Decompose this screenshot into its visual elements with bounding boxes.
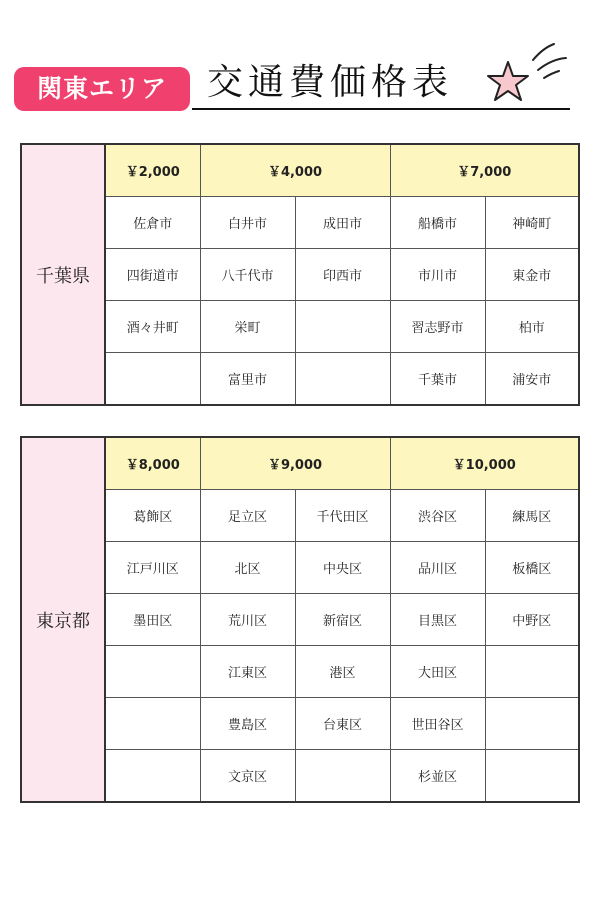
ward-cell [105, 750, 200, 803]
ward-cell: 港区 [295, 646, 390, 698]
ward-cell [485, 750, 579, 803]
sparkle-lines-icon [533, 44, 566, 78]
price-tier-cell: ￥8,000 [105, 437, 200, 490]
ward-cell: 江戸川区 [105, 542, 200, 594]
city-cell: 東金市 [485, 249, 579, 301]
price-header-row [21, 144, 579, 197]
city-cell: 船橋市 [390, 197, 485, 249]
ward-cell: 杉並区 [390, 750, 485, 803]
price-tier-cell: ￥9,000 [200, 437, 390, 490]
city-cell: 千葉市 [390, 353, 485, 406]
page-title: 交通費価格表 [207, 62, 454, 103]
table-row [21, 542, 579, 594]
city-cell: 佐倉市 [105, 197, 200, 249]
price-table-tokyo [20, 436, 580, 803]
city-cell: 柏市 [485, 301, 579, 353]
price-table-chiba [20, 143, 580, 406]
city-cell: 市川市 [390, 249, 485, 301]
table-row [21, 646, 579, 698]
city-cell: 八千代市 [200, 249, 295, 301]
ward-cell: 目黒区 [390, 594, 485, 646]
ward-cell: 大田区 [390, 646, 485, 698]
city-cell: 成田市 [295, 197, 390, 249]
ward-cell: 墨田区 [105, 594, 200, 646]
ward-cell: 文京区 [200, 750, 295, 803]
star-icon [478, 40, 578, 110]
table-row [21, 490, 579, 542]
ward-cell: 練馬区 [485, 490, 579, 542]
table-row [21, 353, 579, 406]
table-row [21, 249, 579, 301]
price-tier-cell: ￥2,000 [105, 144, 200, 197]
ward-cell [485, 698, 579, 750]
city-cell: 習志野市 [390, 301, 485, 353]
ward-cell [105, 646, 200, 698]
ward-cell [485, 646, 579, 698]
ward-cell: 葛飾区 [105, 490, 200, 542]
region-label: 東京都 [21, 437, 105, 802]
ward-cell: 渋谷区 [390, 490, 485, 542]
price-tier-cell: ￥7,000 [390, 144, 579, 197]
city-cell: 栄町 [200, 301, 295, 353]
price-tier-cell: ￥4,000 [200, 144, 390, 197]
ward-cell: 荒川区 [200, 594, 295, 646]
ward-cell: 千代田区 [295, 490, 390, 542]
city-cell: 酒々井町 [105, 301, 200, 353]
ward-cell: 中野区 [485, 594, 579, 646]
price-header-row [21, 437, 579, 490]
city-cell: 白井市 [200, 197, 295, 249]
table-row [21, 594, 579, 646]
city-cell: 印西市 [295, 249, 390, 301]
price-tier-cell: ￥10,000 [390, 437, 579, 490]
ward-cell [105, 698, 200, 750]
city-cell: 神崎町 [485, 197, 579, 249]
area-badge: 関東エリア [14, 67, 190, 111]
ward-cell: 新宿区 [295, 594, 390, 646]
ward-cell [295, 750, 390, 803]
city-cell [295, 353, 390, 406]
city-cell [105, 353, 200, 406]
ward-cell: 世田谷区 [390, 698, 485, 750]
table-row [21, 301, 579, 353]
ward-cell: 品川区 [390, 542, 485, 594]
city-cell: 四街道市 [105, 249, 200, 301]
ward-cell: 江東区 [200, 646, 295, 698]
region-label: 千葉県 [21, 144, 105, 405]
ward-cell: 豊島区 [200, 698, 295, 750]
city-cell: 浦安市 [485, 353, 579, 406]
ward-cell: 足立区 [200, 490, 295, 542]
table-row [21, 750, 579, 803]
ward-cell: 中央区 [295, 542, 390, 594]
table-row [21, 197, 579, 249]
page-header [0, 0, 600, 130]
ward-cell: 板橋区 [485, 542, 579, 594]
city-cell [295, 301, 390, 353]
table-row [21, 698, 579, 750]
ward-cell: 台東区 [295, 698, 390, 750]
ward-cell: 北区 [200, 542, 295, 594]
city-cell: 富里市 [200, 353, 295, 406]
